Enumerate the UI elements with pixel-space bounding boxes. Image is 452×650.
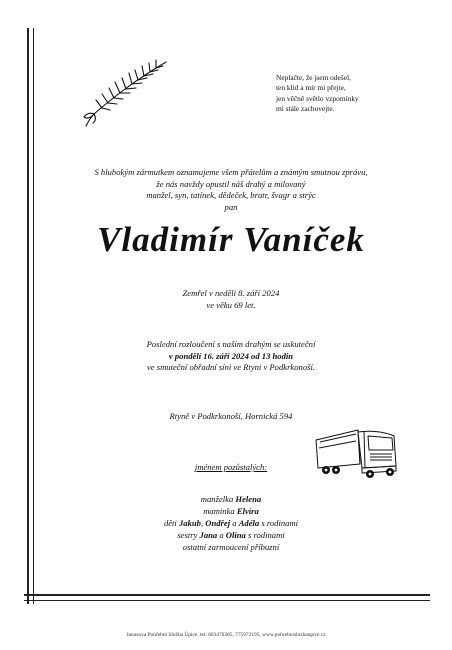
relative-name: Ondřej xyxy=(205,518,231,528)
intro-line: manžel, syn, tatínek, dědeček, bratr, švagr a strýc xyxy=(146,190,316,200)
relative-name: Elvíra xyxy=(236,506,259,516)
separator: , xyxy=(200,518,206,528)
relation-label: manželka xyxy=(200,494,236,504)
bereaved-row xyxy=(40,493,422,505)
intro-line: že nás navždy opustil náš drahý a milovaný xyxy=(156,178,306,189)
intro-line: S hlubokým zármutkem oznamujeme všem přátelům a známým smutnou zprávu, xyxy=(94,167,368,177)
bereaved-list xyxy=(40,493,422,553)
relative-name: Jakub xyxy=(178,518,201,528)
memorial-quote xyxy=(276,73,426,115)
deceased-name: Vladimír Vaníček xyxy=(97,220,365,259)
quote-line: ten klid a mír mi přejte, xyxy=(276,83,346,93)
relative-name: Helena xyxy=(235,494,262,504)
family-address: Rtyně v Podkrkonoší, Hornická 594 xyxy=(169,411,293,421)
bereaved-row xyxy=(40,517,422,529)
funeral-datetime: v pondělí 16. září 2024 od 13 hodin xyxy=(168,350,294,361)
relation-label: sestry xyxy=(177,530,200,540)
death-age: ve věku 69 let. xyxy=(206,299,256,310)
bereaved-row xyxy=(40,541,422,553)
separator: a xyxy=(230,518,239,528)
relation-suffix: s rodinami xyxy=(245,530,285,540)
quote-line: jen věčně světlo vzpomínky xyxy=(276,93,359,103)
palm-branch-icon xyxy=(80,56,170,128)
bereaved-row xyxy=(40,505,422,517)
death-info xyxy=(40,288,422,311)
funeral-venue: ve smuteční obřadní síni ve Rtyni v Podkrkonoší. xyxy=(146,362,315,372)
frame-line-horizontal xyxy=(24,594,430,596)
bereaved-row xyxy=(40,529,422,541)
death-date: Zemřel v neděli 8. září 2024 xyxy=(182,288,280,298)
intro-line: pan xyxy=(224,201,238,212)
relation-label: děti xyxy=(163,518,179,528)
relative-name: Jana xyxy=(199,530,218,540)
relation-label: maminka xyxy=(203,506,237,516)
funeral-info xyxy=(40,339,422,374)
frame-line-vertical-inner xyxy=(33,28,34,604)
relative-name: Olina xyxy=(225,530,246,540)
relation-label: ostatní zarmoucení příbuzní xyxy=(182,542,280,552)
funeral-service-footer: Janusova Pohřební Služba Úpice, tel: 603470305, 775972195, www.pohrebnisluzbaupice.cz xyxy=(126,632,326,638)
frame-line-vertical xyxy=(27,28,29,604)
frame-line-horizontal-inner xyxy=(24,600,430,601)
relative-name: Adéla xyxy=(238,518,260,528)
announcement-intro xyxy=(40,167,422,213)
bereaved-heading: jménem pozůstalých: xyxy=(194,462,268,472)
quote-line: mi stále zachovejte. xyxy=(276,104,335,114)
separator: a xyxy=(217,530,226,540)
funeral-line: Poslední rozloučení s naším drahým se uskuteční xyxy=(146,339,316,349)
relation-suffix: s rodinami xyxy=(259,518,299,528)
quote-line: Neplačte, že jsem odešel, xyxy=(276,73,351,82)
